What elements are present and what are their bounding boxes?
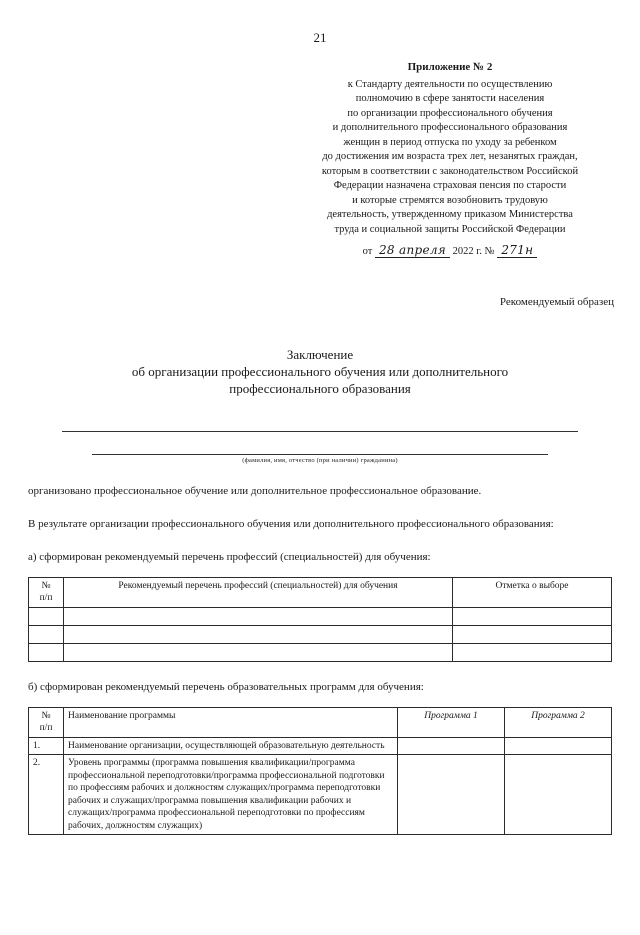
cell-number: 1. — [29, 737, 64, 755]
paragraph-item-b: б) сформирован рекомендуемый перечень образовательных программ для обучения: — [28, 680, 424, 693]
cell-program-1 — [398, 755, 505, 835]
table-header-row — [29, 707, 612, 737]
cell-program-2 — [505, 737, 612, 755]
table-row — [29, 607, 612, 625]
header-number-line2: п/п — [39, 723, 53, 733]
header-number-line1: № — [41, 710, 51, 721]
appendix-line: по организации профессионального обучения — [347, 107, 553, 119]
date-year: 2022 г. № — [452, 246, 495, 257]
document-title — [0, 346, 640, 397]
table-row — [29, 625, 612, 643]
header-professions-list: Рекомендуемый перечень профессий (специальностей) для обучения — [64, 577, 453, 607]
cell-program-1 — [398, 737, 505, 755]
cell-number — [29, 625, 64, 643]
sample-label: Рекомендуемый образец — [499, 295, 614, 308]
table-row — [29, 755, 612, 835]
appendix-title: Приложение № 2 — [407, 61, 493, 73]
professions-table — [28, 577, 612, 662]
cell-program-name: Наименование организации, осуществляющей образовательную деятельность — [64, 737, 398, 755]
header-program-2: Программа 2 — [505, 707, 612, 737]
document-title-line2: об организации профессионального обучения или дополнительного — [131, 363, 509, 379]
programs-table — [28, 707, 612, 836]
header-program-name: Наименование программы — [64, 707, 398, 737]
cell-profession — [64, 625, 453, 643]
appendix-line: женщин в период отпуска по уходу за ребенком — [343, 136, 557, 148]
header-selection-mark: Отметка о выборе — [453, 577, 612, 607]
date-prefix: от — [362, 246, 373, 257]
table-row — [29, 737, 612, 755]
appendix-line: Федерации назначена страховая пенсия по старости — [333, 180, 567, 191]
cell-number — [29, 607, 64, 625]
fio-rule-top — [62, 431, 578, 432]
header-program-1: Программа 1 — [398, 707, 505, 737]
appendix-line: и которые стремятся возобновить трудовую — [352, 194, 548, 206]
table-row — [29, 643, 612, 661]
cell-profession — [64, 643, 453, 661]
appendix-line: и дополнительного профессионального образования — [332, 122, 568, 133]
appendix-block — [285, 60, 615, 260]
fio-caption: (фамилия, имя, отчество (при наличии) гражданина) — [242, 456, 398, 464]
cell-mark — [453, 625, 612, 643]
date-number-handwritten: 271н — [497, 243, 537, 258]
table-header-row — [29, 577, 612, 607]
fio-rule-bottom — [92, 454, 548, 455]
header-number-line2: п/п — [39, 593, 53, 603]
header-number — [29, 707, 64, 737]
cell-mark — [453, 607, 612, 625]
appendix-line: до достижения им возраста трех лет, незанятых граждан, — [322, 151, 578, 162]
appendix-date-line — [285, 243, 615, 260]
page-number: 21 — [313, 30, 327, 45]
document-page — [0, 30, 640, 935]
header-number-line1: № — [41, 580, 51, 591]
appendix-line: труда и социальной защиты Российской Федерации — [334, 223, 566, 235]
cell-number — [29, 643, 64, 661]
paragraph-item-a: а) сформирован рекомендуемый перечень профессий (специальностей) для обучения: — [28, 550, 431, 563]
header-number — [29, 577, 64, 607]
cell-program-2 — [505, 755, 612, 835]
appendix-line: деятельность, утвержденному приказом Министерства — [327, 209, 573, 220]
document-title-line1: Заключение — [286, 346, 354, 362]
cell-mark — [453, 643, 612, 661]
appendix-line: к Стандарту деятельности по осуществлению — [347, 78, 553, 90]
cell-number: 2. — [29, 755, 64, 835]
document-title-line3: профессионального образования — [229, 380, 411, 396]
paragraph-intro: организовано профессиональное обучение или дополнительное профессиональное образование. — [28, 484, 482, 497]
appendix-line: полномочию в сфере занятости населения — [355, 93, 545, 104]
cell-program-name: Уровень программы (программа повышения квалификации/программа профессиональной переподготовки/программа профессиональной подготовки по профессиям рабочих и должностям служащих/программа переподготовки рабочих и служащих/программа повышения квалификации рабочих и служащих/программа профессиональной переподготовки по профессиям рабочих, должностям служащих) — [64, 755, 398, 835]
paragraph-result: В результате организации профессионального обучения или дополнительного профессионального образования: — [28, 517, 554, 530]
cell-profession — [64, 607, 453, 625]
appendix-line: которым в соответствии с законодательством Российской — [321, 165, 579, 177]
date-handwritten: 28 апреля — [375, 243, 450, 258]
